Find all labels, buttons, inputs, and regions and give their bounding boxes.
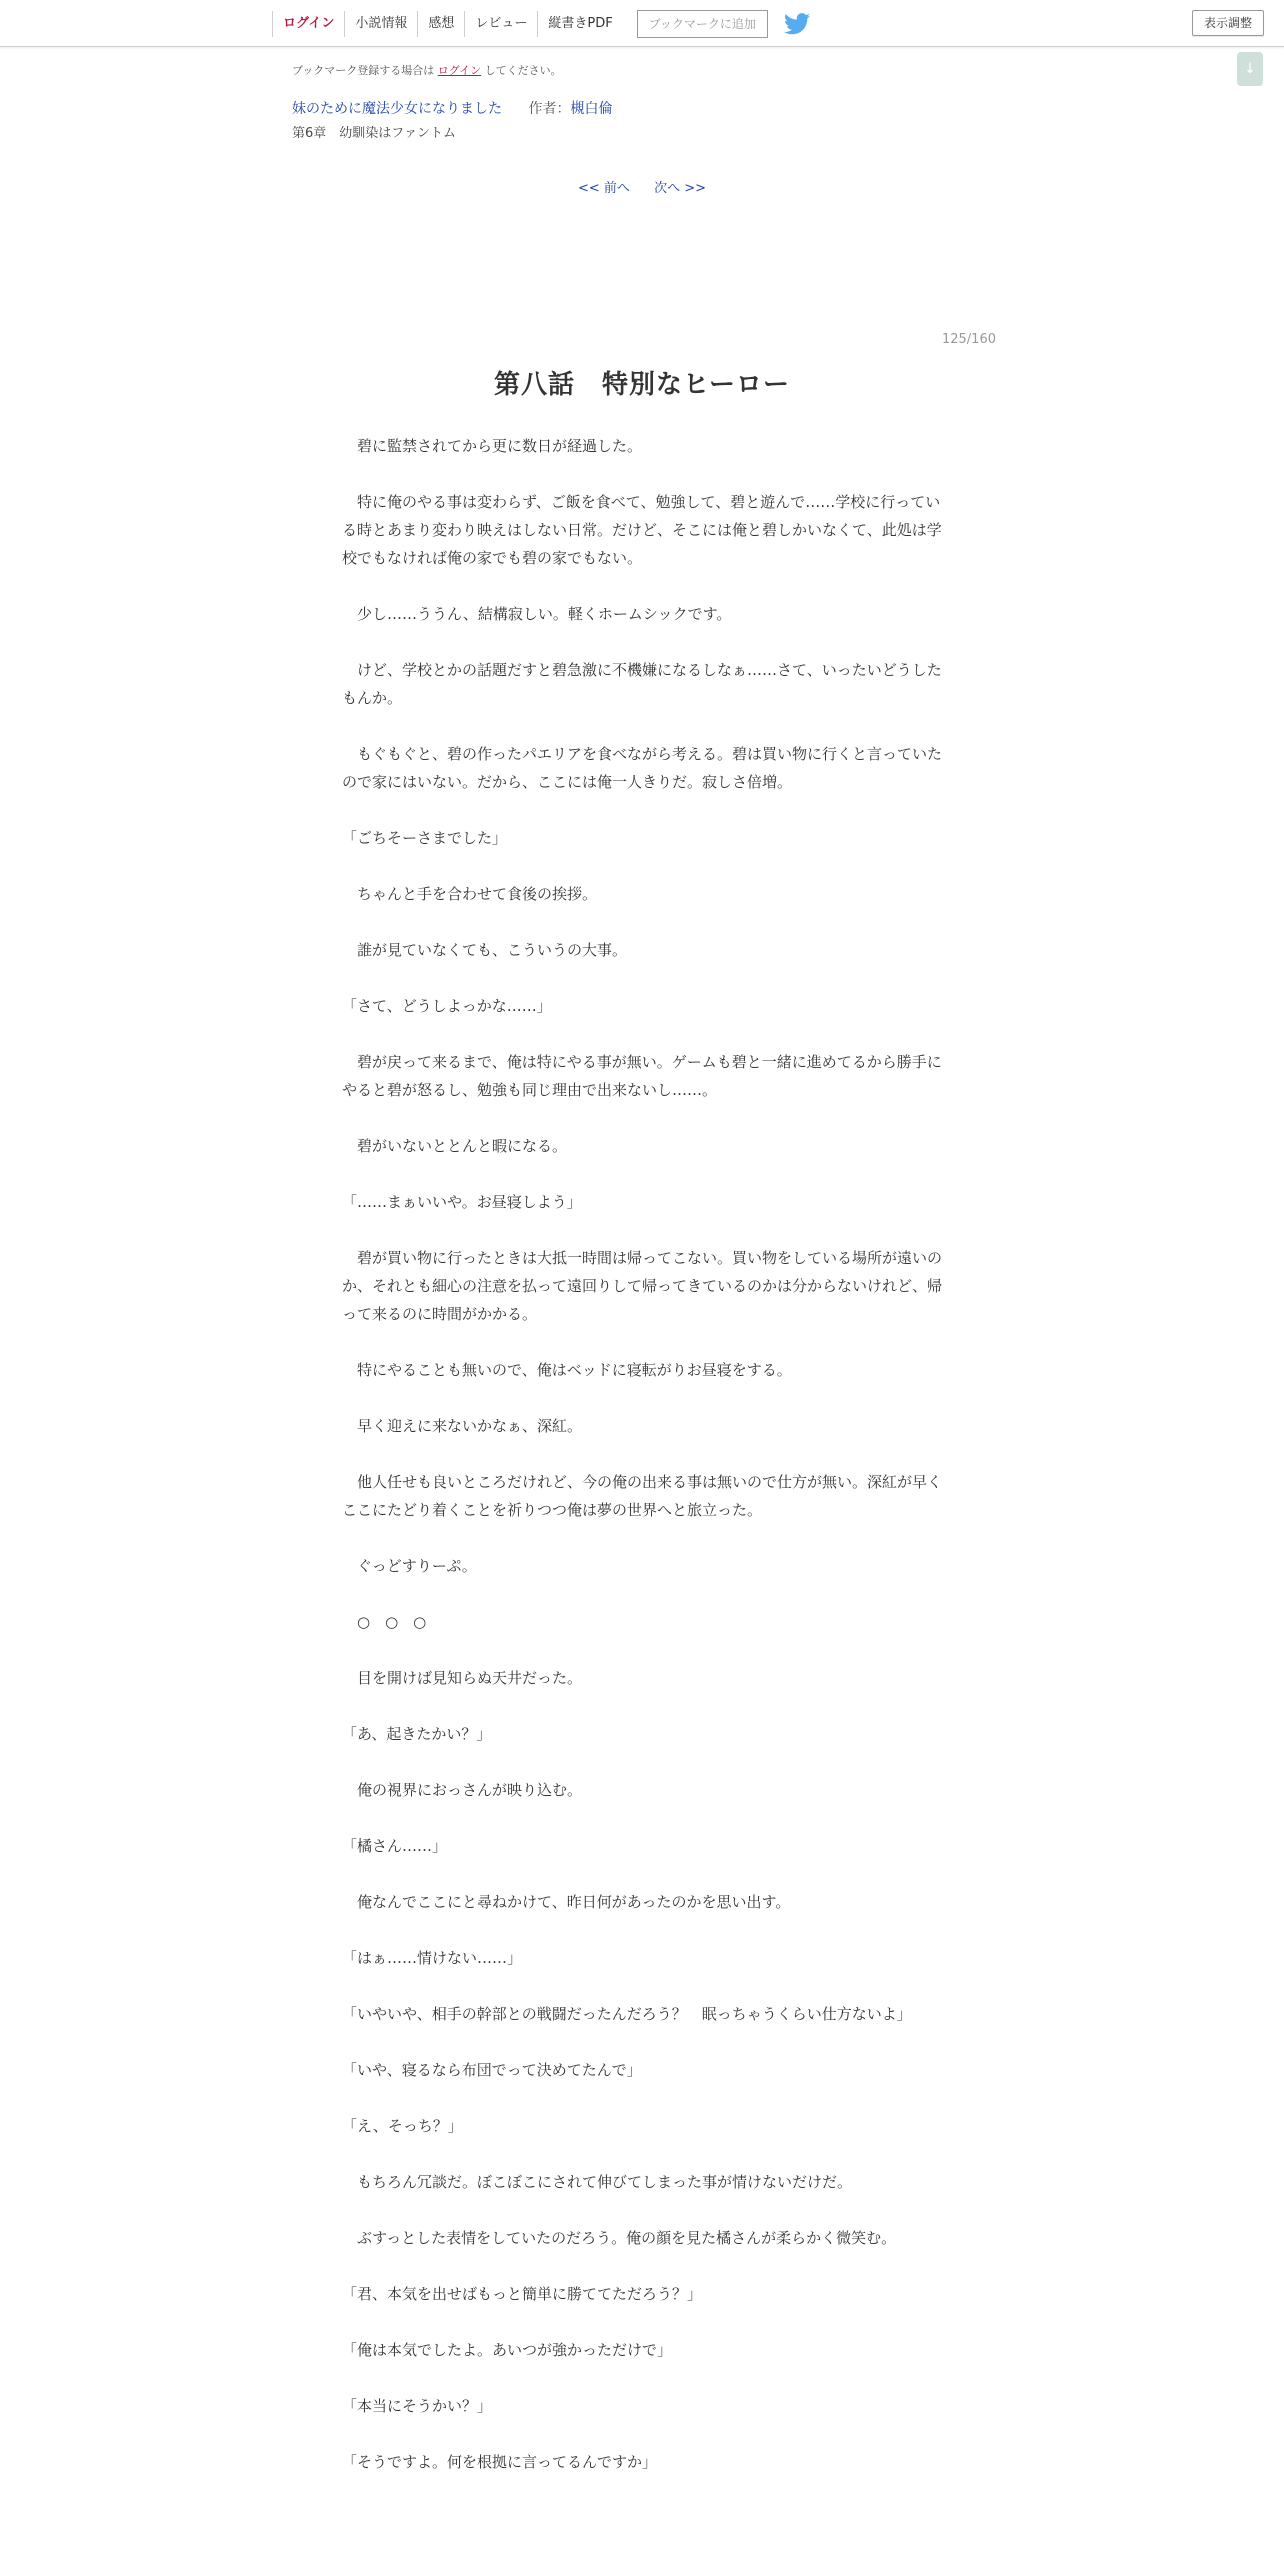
- novel-paragraph: 「そうですよ。何を根拠に言ってるんですか」: [342, 2453, 658, 2471]
- main-nav: [272, 10, 810, 38]
- next-page-link[interactable]: 次へ >>: [654, 181, 706, 196]
- novel-paragraph: 「橘さん……」: [342, 1837, 448, 1855]
- novel-title-link[interactable]: 妹のために魔法少女になりました: [292, 101, 502, 117]
- novel-paragraph: ○ ○ ○: [342, 1613, 427, 1631]
- novel-paragraph: 碧が買い物に行ったときは大抵一時間は帰ってこない。買い物をしている場所が遠いのか、それとも細心の注意を払って遠回りして帰ってきているのかは分からないけれど、帰って来るのに時間がかかる。: [342, 1249, 943, 1323]
- author-label: 作者：: [528, 101, 571, 117]
- novel-paragraph: 他人任せも良いところだけれど、今の俺の出来る事は無いので仕方が無い。深紅が早くここにたどり着くことを祈りつつ俺は夢の世界へと旅立った。: [342, 1473, 943, 1519]
- novel-paragraph: けど、学校とかの話題だすと碧急激に不機嫌になるしなぁ……さて、いったいどうしたもんか。: [342, 661, 942, 707]
- novel-paragraph: 「ごちそーさまでした」: [342, 829, 508, 847]
- novel-paragraph: 「え、そっち？」: [342, 2117, 463, 2135]
- novel-paragraph: もちろん冗談だ。ぼこぼこにされて伸びてしまった事が情けないだけだ。: [342, 2173, 853, 2191]
- add-bookmark-button[interactable]: ブックマークに追加: [637, 10, 768, 38]
- novel-paragraph: ぶすっとした表情をしていたのだろう。俺の顔を見た橘さんが柔らかく微笑む。: [342, 2229, 897, 2247]
- pager-top: [0, 177, 1284, 196]
- novel-paragraph: 碧が戻って来るまで、俺は特にやる事が無い。ゲームも碧と一緒に進めてるから勝手にやると碧が怒るし、勉強も同じ理由で出来ないし……。: [342, 1053, 942, 1099]
- novel-paragraph: 誰が見ていなくても、こういうの大事。: [342, 941, 628, 959]
- display-settings-button[interactable]: 表示調整: [1192, 10, 1264, 36]
- novel-paragraph: 「あ、起きたかい？」: [342, 1725, 492, 1743]
- novel-paragraph: 目を開けば見知らぬ天井だった。: [342, 1669, 583, 1687]
- novel-paragraph: 少し……ううん、結構寂しい。軽くホームシックです。: [342, 605, 732, 623]
- novel-paragraph: 「俺は本気でしたよ。あいつが強かっただけで」: [342, 2341, 673, 2359]
- novel-paragraph: 「本当にそうかい？」: [342, 2397, 493, 2415]
- chapter-title: 第6章 幼馴染はファントム: [292, 126, 457, 141]
- novel-paragraph: 碧に監禁されてから更に数日が経過した。: [342, 437, 643, 455]
- novel-paragraph: 特にやることも無いので、俺はベッドに寝転がりお昼寝をする。: [342, 1361, 792, 1379]
- nav-review-link[interactable]: レビュー: [464, 11, 537, 37]
- novel-paragraph: 「いや、寝るなら布団でって決めてたんで」: [342, 2061, 642, 2079]
- episode-title: 第八話 特別なヒーロー: [494, 370, 790, 400]
- novel-paragraph: 「はぁ……情けない……」: [342, 1949, 523, 1967]
- novel-title-line: [292, 98, 612, 118]
- novel-paragraph: 「……まぁいいや。お昼寝しよう」: [342, 1193, 582, 1211]
- bookmark-note-after: してください。: [484, 64, 562, 77]
- scroll-down-button[interactable]: ↓: [1237, 52, 1263, 86]
- nav-impressions-link[interactable]: 感想: [417, 11, 464, 37]
- top-header: [0, 0, 1284, 47]
- prev-page-link[interactable]: << 前へ: [578, 181, 630, 196]
- novel-paragraph: 早く迎えに来ないかなぁ、深紅。: [342, 1417, 583, 1435]
- novel-paragraph: 「いやいや、相手の幹部との戦闘だったんだろう？ 眠っちゃうくらい仕方ないよ」: [342, 2005, 912, 2023]
- page-number: 125/160: [941, 332, 996, 347]
- novel-paragraph: 俺の視界におっさんが映り込む。: [342, 1781, 583, 1799]
- nav-vertical-pdf-link[interactable]: 縦書きPDF: [537, 11, 622, 37]
- novel-paragraph: 特に俺のやる事は変わらず、ご飯を食べて、勉強して、碧と遊んで……学校に行っている時とあまり変わり映えはしない日常。だけど、そこには俺と碧しかいなくて、此処は学校でもなければ俺の家でも碧の家でもない。: [342, 493, 942, 567]
- novel-body: [342, 432, 942, 2504]
- novel-paragraph: 俺なんでここにと尋ねかけて、昨日何があったのかを思い出す。: [342, 1893, 791, 1911]
- novel-paragraph: 碧がいないととんと暇になる。: [342, 1137, 568, 1155]
- twitter-icon[interactable]: [784, 13, 810, 35]
- nav-novel-info-link[interactable]: 小説情報: [344, 11, 417, 37]
- bookmark-note-login-link[interactable]: ログイン: [437, 64, 482, 77]
- bookmark-note-before: ブックマーク登録する場合は: [292, 64, 435, 77]
- novel-paragraph: 「君、本気を出せばもっと簡単に勝ててただろう？」: [342, 2285, 703, 2303]
- novel-paragraph: ちゃんと手を合わせて食後の挨拶。: [342, 885, 598, 903]
- nav-login-link[interactable]: ログイン: [272, 11, 344, 37]
- novel-paragraph: もぐもぐと、碧の作ったパエリアを食べながら考える。碧は買い物に行くと言っていたので家にはいない。だから、ここには俺一人きりだ。寂しさ倍増。: [342, 745, 943, 791]
- bookmark-login-note: [292, 62, 562, 78]
- novel-paragraph: ぐっどすりーぷ。: [342, 1557, 477, 1575]
- author-link[interactable]: 槻白倫: [570, 101, 613, 117]
- novel-paragraph: 「さて、どうしよっかな……」: [342, 997, 552, 1015]
